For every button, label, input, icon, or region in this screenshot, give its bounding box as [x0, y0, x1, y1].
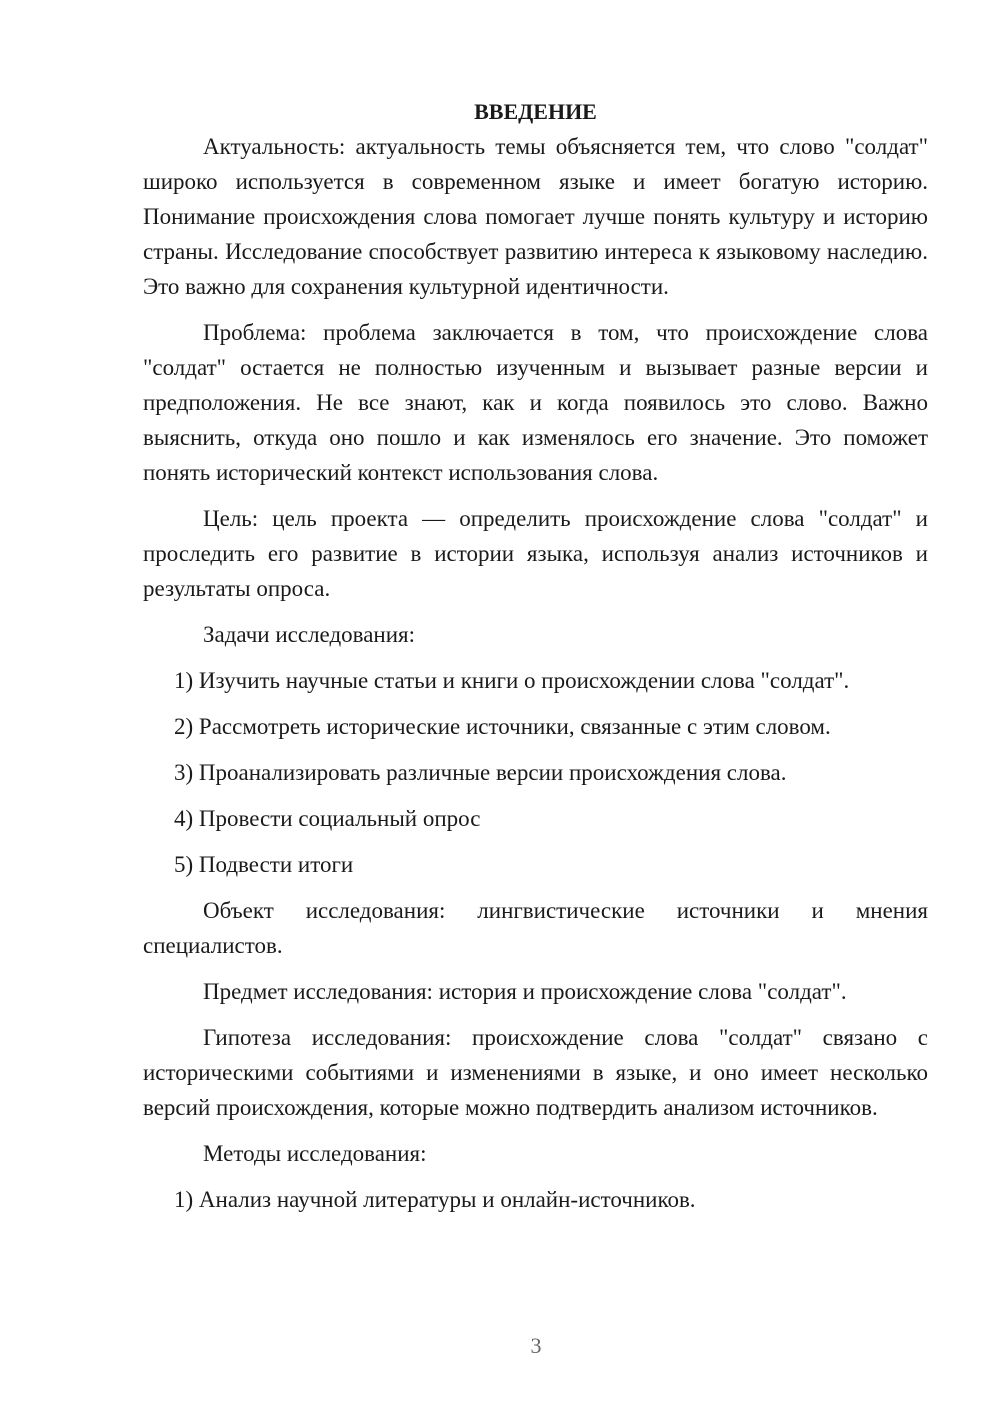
method-item: 1) Анализ научной литературы и онлайн-источников.: [174, 1187, 696, 1212]
hypothesis-paragraph: Гипотеза исследования: происхождение слова "солдат" связано с историческими событиями и изменениями в языке, и оно имеет несколько версий происхождения, которые можно подтвердить анализом источников.: [143, 1025, 928, 1120]
task-item: 4) Провести социальный опрос: [174, 806, 481, 831]
task-item: 2) Рассмотреть исторические источники, связанные с этим словом.: [174, 714, 831, 739]
methods-heading: Методы исследования:: [203, 1141, 427, 1166]
object-paragraph: Объект исследования: лингвистические источники и мнения специалистов.: [143, 898, 928, 958]
relevance-paragraph: Актуальность: актуальность темы объясняется тем, что слово "солдат" широко используется в современном языке и имеет богатую историю. Понимание происхождения слова помогает лучше понять культуру и историю страны. Исследование способствует развитию интереса к языковому наследию. Это важно для сохранения культурной идентичности.: [143, 134, 928, 299]
page-title: ВВЕДЕНИЕ: [474, 99, 597, 124]
task-item: 5) Подвести итоги: [174, 852, 354, 877]
problem-paragraph: Проблема: проблема заключается в том, что происхождение слова "солдат" остается не полностью изученным и вызывает разные версии и предположения. Не все знают, как и когда появилось это слово. Важно выяснить, откуда оно пошло и как изменялось его значение. Это поможет понять исторический контекст использования слова.: [143, 320, 928, 485]
goal-paragraph: Цель: цель проекта — определить происхождение слова "солдат" и проследить его развитие в истории языка, используя анализ источников и результаты опроса.: [143, 506, 928, 601]
document-body: [143, 94, 928, 1228]
page-number: 3: [530, 1333, 542, 1358]
subject-paragraph: Предмет исследования: история и происхождение слова "солдат".: [203, 979, 847, 1004]
task-item: 1) Изучить научные статьи и книги о происхождении слова "солдат".: [174, 668, 850, 693]
tasks-heading: Задачи исследования:: [203, 622, 416, 647]
task-item: 3) Проанализировать различные версии происхождения слова.: [174, 760, 787, 785]
